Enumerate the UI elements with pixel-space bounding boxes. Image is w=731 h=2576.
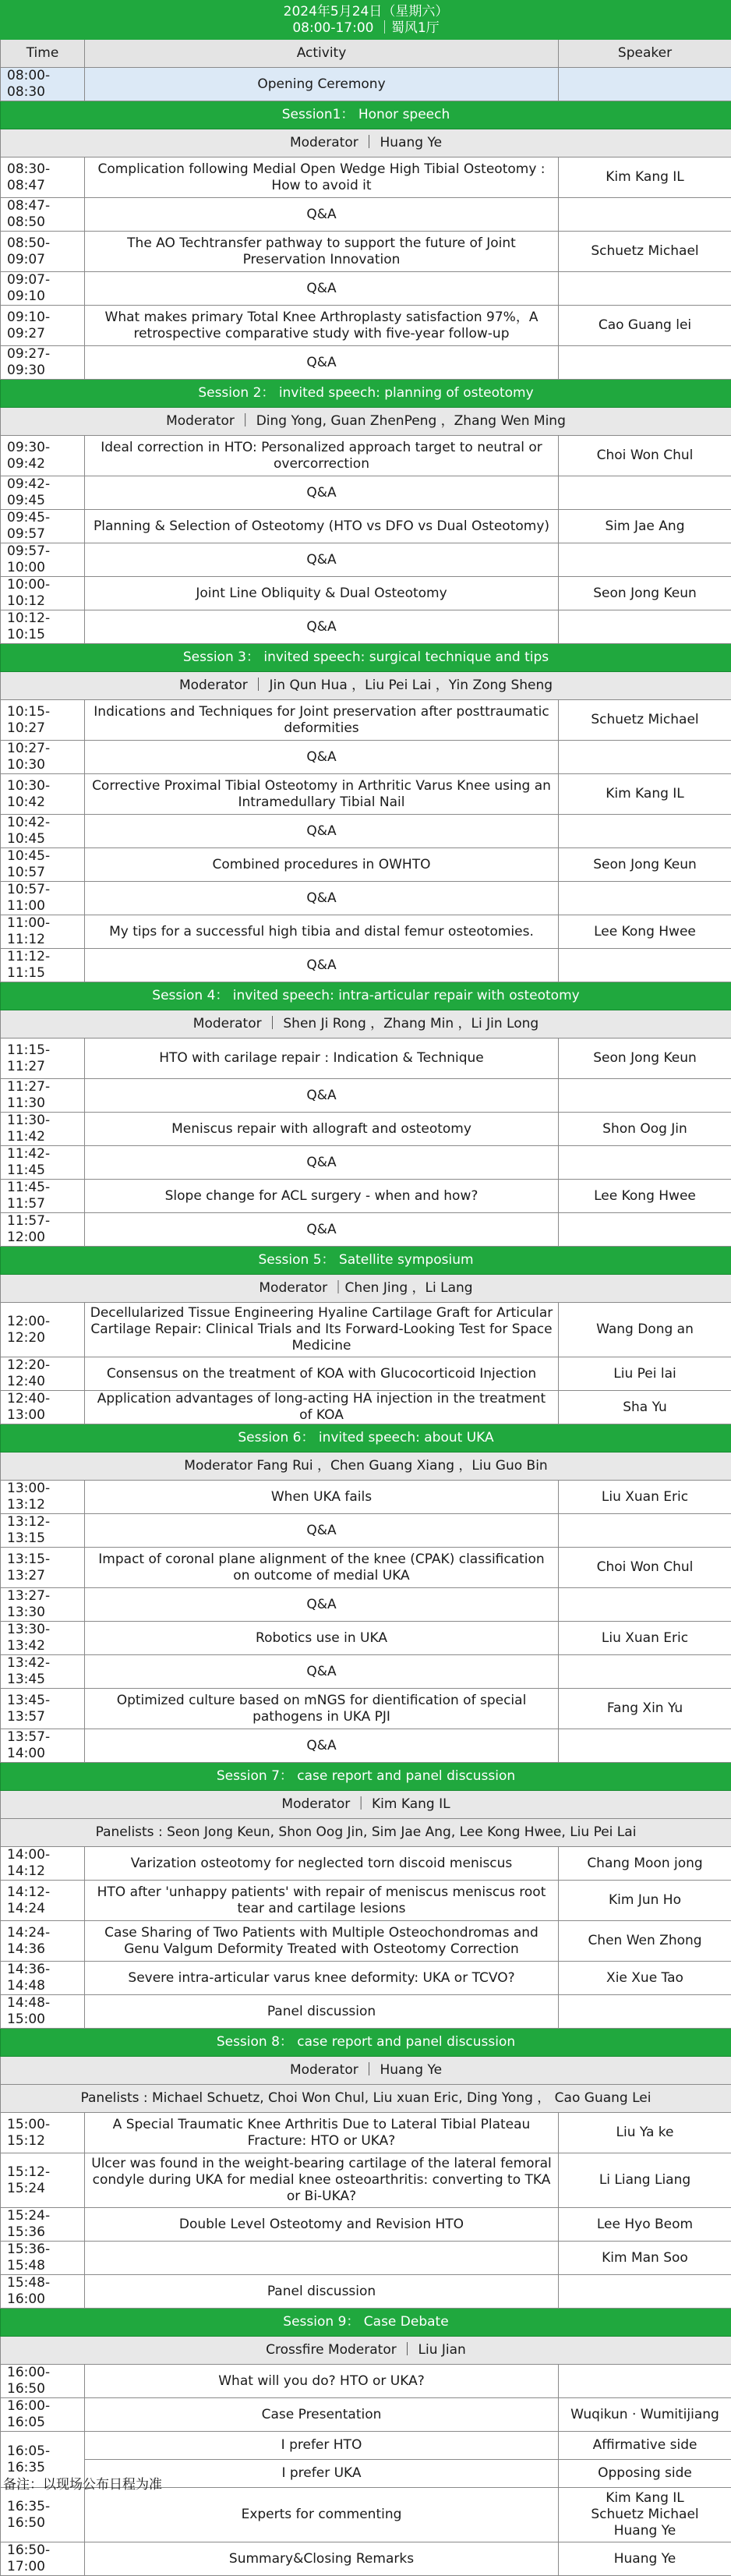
footnote: 备注：以现场公布日程为准 xyxy=(3,2473,162,2493)
activity-cell: Q&A xyxy=(85,476,559,510)
column-header-speaker: Speaker xyxy=(559,40,731,68)
activity-cell: Severe intra-articular varus knee deformity: UKA or TCVO? xyxy=(85,1962,559,1995)
moderator-row xyxy=(1,408,731,436)
moderator-text: Moderator ｜ Ding Yong, Guan ZhenPeng ，Zhang Wen Ming xyxy=(1,408,731,436)
moderator-text: Moderator ｜ Huang Ye xyxy=(1,129,731,157)
schedule-row xyxy=(1,949,731,982)
moderator-text: Moderator ｜Chen Jing ，Li Lang xyxy=(1,1275,731,1303)
time-cell: 13:57-14:00 xyxy=(1,1729,85,1763)
speaker-cell: Wang Dong an xyxy=(559,1303,731,1357)
speaker-cell: Kim Kang IL xyxy=(559,157,731,198)
activity-cell: When UKA fails xyxy=(85,1481,559,1514)
activity-cell: Double Level Osteotomy and Revision HTO xyxy=(85,2208,559,2242)
schedule-row xyxy=(1,2113,731,2153)
speaker-cell xyxy=(559,610,731,644)
time-cell: 11:12-11:15 xyxy=(1,949,85,982)
activity-cell: My tips for a successful high tibia and distal femur osteotomies. xyxy=(85,915,559,949)
speaker-cell: Choi Won Chul xyxy=(559,1548,731,1588)
speaker-cell xyxy=(559,882,731,915)
speaker-name: Schuetz Michael xyxy=(563,2507,726,2523)
schedule-row xyxy=(1,1588,731,1622)
activity-cell: Ideal correction in HTO: Personalized approach target to neutral or overcorrection xyxy=(85,436,559,476)
activity-cell: Combined procedures in OWHTO xyxy=(85,848,559,882)
speaker-cell: Kim Kang IL xyxy=(559,774,731,815)
speaker-cell: Lee Kong Hwee xyxy=(559,915,731,949)
speaker-cell: Chang Moon jong xyxy=(559,1847,731,1881)
time-cell: 12:00-12:20 xyxy=(1,1303,85,1357)
activity-cell: Corrective Proximal Tibial Osteotomy in Arthritic Varus Knee using an Intramedullary Tibial Nail xyxy=(85,774,559,815)
schedule-row xyxy=(1,198,731,232)
activity-cell: Decellularized Tissue Engineering Hyaline Cartilage Graft for Articular Cartilage Repair: Clinical Trials and Its Forward-Looking Test for Space Medicine xyxy=(85,1303,559,1357)
time-cell: 13:30-13:42 xyxy=(1,1622,85,1655)
session-title: Session1： Honor speech xyxy=(1,101,731,129)
speaker-cell xyxy=(559,1079,731,1113)
session-header-row xyxy=(1,644,731,672)
activity-cell: Q&A xyxy=(85,949,559,982)
moderator-row xyxy=(1,2057,731,2085)
schedule-row xyxy=(1,882,731,915)
speaker-name: Kim Kang IL xyxy=(563,2490,726,2507)
activity-cell: Q&A xyxy=(85,543,559,577)
moderator-text: Crossfire Moderator ｜ Liu Jian xyxy=(1,2337,731,2365)
speaker-cell xyxy=(559,1995,731,2029)
schedule-row xyxy=(1,1514,731,1548)
header-banner xyxy=(1,1,731,40)
time-cell: 11:45-11:57 xyxy=(1,1180,85,1213)
activity-cell: Q&A xyxy=(85,1079,559,1113)
schedule-row xyxy=(1,848,731,882)
time-cell: 11:42-11:45 xyxy=(1,1146,85,1180)
schedule-row xyxy=(1,1357,731,1391)
schedule-row xyxy=(1,1548,731,1588)
session-title: Session 4： invited speech: intra-articular repair with osteotomy xyxy=(1,982,731,1010)
schedule-row xyxy=(1,476,731,510)
activity-cell: A Special Traumatic Knee Arthritis Due to Lateral Tibial Plateau Fracture: HTO or UKA? xyxy=(85,2113,559,2153)
time-cell: 16:00-16:05 xyxy=(1,2398,85,2432)
schedule-row xyxy=(1,1881,731,1921)
speaker-cell: Fang Xin Yu xyxy=(559,1689,731,1729)
moderator-row xyxy=(1,672,731,700)
schedule-row xyxy=(1,915,731,949)
moderator-text: Moderator ｜ Shen Ji Rong ，Zhang Min ，Li Jin Long xyxy=(1,1010,731,1039)
speaker-cell xyxy=(559,2488,731,2542)
speaker-cell: Seon Jong Keun xyxy=(559,577,731,610)
time-cell: 13:45-13:57 xyxy=(1,1689,85,1729)
schedule-row xyxy=(1,2432,731,2460)
time-cell: 09:45-09:57 xyxy=(1,510,85,543)
activity-cell: Joint Line Obliquity & Dual Osteotomy xyxy=(85,577,559,610)
activity-cell: Q&A xyxy=(85,198,559,232)
time-cell: 16:00-16:50 xyxy=(1,2365,85,2398)
schedule-row xyxy=(1,1079,731,1113)
time-cell: 08:30-08:47 xyxy=(1,157,85,198)
schedule-row xyxy=(1,68,731,101)
time-cell: 15:12-15:24 xyxy=(1,2153,85,2208)
header-time-venue: 08:00-17:00 ｜蜀风1厅 xyxy=(5,20,726,37)
session-title: Session 3： invited speech: surgical technique and tips xyxy=(1,644,731,672)
speaker-cell xyxy=(559,68,731,101)
activity-cell: I prefer HTO xyxy=(85,2432,559,2460)
schedule-row xyxy=(1,1729,731,1763)
speaker-cell xyxy=(559,543,731,577)
moderator-row xyxy=(1,1275,731,1303)
time-cell: 09:57-10:00 xyxy=(1,543,85,577)
speaker-cell: Lee Hyo Beom xyxy=(559,2208,731,2242)
schedule-row xyxy=(1,2488,731,2542)
time-cell: 08:47-08:50 xyxy=(1,198,85,232)
speaker-cell xyxy=(559,1588,731,1622)
schedule-row xyxy=(1,577,731,610)
speaker-cell xyxy=(559,2365,731,2398)
speaker-cell: Cao Guang lei xyxy=(559,306,731,346)
panelists-row xyxy=(1,2085,731,2113)
activity-cell: Case Sharing of Two Patients with Multiple Osteochondromas and Genu Valgum Deformity Treated with Osteotomy Correction xyxy=(85,1921,559,1962)
activity-cell: Q&A xyxy=(85,1213,559,1247)
time-cell: 13:15-13:27 xyxy=(1,1548,85,1588)
session-header-row xyxy=(1,1247,731,1275)
activity-cell: Q&A xyxy=(85,815,559,848)
schedule-row xyxy=(1,1962,731,1995)
session-title: Session 8： case report and panel discussion xyxy=(1,2029,731,2057)
column-header-activity: Activity xyxy=(85,40,559,68)
schedule-row xyxy=(1,1039,731,1079)
speaker-cell: Liu Ya ke xyxy=(559,2113,731,2153)
activity-cell: Experts for commenting xyxy=(85,2488,559,2542)
time-cell: 09:10-09:27 xyxy=(1,306,85,346)
time-cell: 13:42-13:45 xyxy=(1,1655,85,1689)
activity-cell: Planning & Selection of Osteotomy (HTO vs DFO vs Dual Osteotomy) xyxy=(85,510,559,543)
speaker-cell: Shon Oog Jin xyxy=(559,1113,731,1146)
activity-cell: I prefer UKA xyxy=(85,2460,559,2488)
time-cell: 14:36-14:48 xyxy=(1,1962,85,1995)
time-cell: 09:30-09:42 xyxy=(1,436,85,476)
activity-cell: The AO Techtransfer pathway to support the future of Joint Preservation Innovation xyxy=(85,232,559,272)
time-cell: 08:00-08:30 xyxy=(1,68,85,101)
speaker-cell: Lee Kong Hwee xyxy=(559,1180,731,1213)
speaker-cell: Seon Jong Keun xyxy=(559,848,731,882)
activity-cell: Complication following Medial Open Wedge High Tibial Osteotomy : How to avoid it xyxy=(85,157,559,198)
session-title: Session 9： Case Debate xyxy=(1,2309,731,2337)
time-cell: 11:15-11:27 xyxy=(1,1039,85,1079)
time-cell: 10:00-10:12 xyxy=(1,577,85,610)
time-cell: 08:50-09:07 xyxy=(1,232,85,272)
speaker-cell: Liu Pei lai xyxy=(559,1357,731,1391)
time-cell: 09:27-09:30 xyxy=(1,346,85,380)
time-cell: 12:40-13:00 xyxy=(1,1391,85,1424)
panelists-text: Panelists : Michael Schuetz, Choi Won Chul, Liu xuan Eric, Ding Yong ， Cao Guang Lei xyxy=(1,2085,731,2113)
moderator-row xyxy=(1,129,731,157)
speaker-cell: Choi Won Chul xyxy=(559,436,731,476)
schedule-row xyxy=(1,1146,731,1180)
time-cell: 11:57-12:00 xyxy=(1,1213,85,1247)
time-cell: 14:00-14:12 xyxy=(1,1847,85,1881)
schedule-row xyxy=(1,2365,731,2398)
speaker-cell xyxy=(559,1146,731,1180)
activity-cell: Panel discussion xyxy=(85,1995,559,2029)
schedule-row xyxy=(1,2208,731,2242)
session-header-row xyxy=(1,2309,731,2337)
time-cell: 10:30-10:42 xyxy=(1,774,85,815)
activity-cell xyxy=(85,2242,559,2275)
activity-cell: What makes primary Total Knee Arthroplasty satisfaction 97%，A retrospective comparative study with five-year follow-up xyxy=(85,306,559,346)
speaker-cell xyxy=(559,1213,731,1247)
moderator-row xyxy=(1,1791,731,1819)
schedule-row xyxy=(1,1113,731,1146)
session-header-row xyxy=(1,982,731,1010)
moderator-text: Moderator ｜ Huang Ye xyxy=(1,2057,731,2085)
time-cell: 16:35-16:50 xyxy=(1,2488,85,2542)
speaker-cell xyxy=(559,1655,731,1689)
schedule-row xyxy=(1,2542,731,2576)
time-cell: 16:50-17:00 xyxy=(1,2542,85,2576)
activity-cell: Robotics use in UKA xyxy=(85,1622,559,1655)
speaker-cell xyxy=(559,272,731,306)
schedule-row xyxy=(1,543,731,577)
time-cell: 09:07-09:10 xyxy=(1,272,85,306)
schedule-row xyxy=(1,610,731,644)
speaker-cell: Xie Xue Tao xyxy=(559,1962,731,1995)
activity-cell: What will you do? HTO or UKA? xyxy=(85,2365,559,2398)
time-cell: 13:00-13:12 xyxy=(1,1481,85,1514)
activity-cell: Q&A xyxy=(85,1655,559,1689)
speaker-cell: Liu Xuan Eric xyxy=(559,1481,731,1514)
speaker-cell: Chen Wen Zhong xyxy=(559,1921,731,1962)
session-header-row xyxy=(1,2029,731,2057)
session-header-row xyxy=(1,101,731,129)
schedule-row xyxy=(1,2275,731,2309)
session-header-row xyxy=(1,1424,731,1453)
speaker-cell: Wuqikun · Wumitijiang xyxy=(559,2398,731,2432)
time-cell: 14:12-14:24 xyxy=(1,1881,85,1921)
activity-cell: Q&A xyxy=(85,1146,559,1180)
column-header-time: Time xyxy=(1,40,85,68)
speaker-cell: Kim Man Soo xyxy=(559,2242,731,2275)
activity-cell: Q&A xyxy=(85,1729,559,1763)
time-cell: 13:27-13:30 xyxy=(1,1588,85,1622)
moderator-text: Moderator ｜ Kim Kang IL xyxy=(1,1791,731,1819)
speaker-cell: Li Liang Liang xyxy=(559,2153,731,2208)
speaker-cell: Sim Jae Ang xyxy=(559,510,731,543)
speaker-cell xyxy=(559,949,731,982)
schedule-row xyxy=(1,1847,731,1881)
activity-cell: Q&A xyxy=(85,272,559,306)
speaker-cell: Sha Yu xyxy=(559,1391,731,1424)
time-cell: 11:27-11:30 xyxy=(1,1079,85,1113)
speaker-cell xyxy=(559,815,731,848)
time-cell: 15:00-15:12 xyxy=(1,2113,85,2153)
speaker-cell: Schuetz Michael xyxy=(559,232,731,272)
activity-cell: Case Presentation xyxy=(85,2398,559,2432)
activity-cell: Opening Ceremony xyxy=(85,68,559,101)
moderator-row xyxy=(1,2337,731,2365)
activity-cell: Varization osteotomy for neglected torn discoid meniscus xyxy=(85,1847,559,1881)
schedule-row xyxy=(1,1391,731,1424)
schedule-row xyxy=(1,1921,731,1962)
speaker-cell xyxy=(559,346,731,380)
speaker-cell: Schuetz Michael xyxy=(559,700,731,741)
schedule-row xyxy=(1,232,731,272)
schedule-row xyxy=(1,436,731,476)
schedule-row xyxy=(1,700,731,741)
speaker-cell: Opposing side xyxy=(559,2460,731,2488)
schedule-row xyxy=(1,1622,731,1655)
activity-cell: Q&A xyxy=(85,882,559,915)
schedule-row xyxy=(1,2153,731,2208)
panelists-row xyxy=(1,1819,731,1847)
activity-cell: Impact of coronal plane alignment of the knee (CPAK) classification on outcome of medial UKA xyxy=(85,1548,559,1588)
time-cell: 16:05-16:35 xyxy=(1,2432,85,2488)
speaker-cell xyxy=(559,1729,731,1763)
time-cell: 14:24-14:36 xyxy=(1,1921,85,1962)
session-title: Session 7： case report and panel discussion xyxy=(1,1763,731,1791)
schedule-row xyxy=(1,774,731,815)
speaker-cell xyxy=(559,476,731,510)
session-header-row xyxy=(1,380,731,408)
schedule-row xyxy=(1,1689,731,1729)
time-cell: 13:12-13:15 xyxy=(1,1514,85,1548)
moderator-row xyxy=(1,1453,731,1481)
schedule-row xyxy=(1,306,731,346)
time-cell: 10:15-10:27 xyxy=(1,700,85,741)
schedule-row xyxy=(1,1180,731,1213)
time-cell: 11:00-11:12 xyxy=(1,915,85,949)
schedule-row xyxy=(1,815,731,848)
time-cell: 10:57-11:00 xyxy=(1,882,85,915)
time-cell: 09:42-09:45 xyxy=(1,476,85,510)
moderator-text: Moderator ｜ Jin Qun Hua ，Liu Pei Lai ，Yin Zong Sheng xyxy=(1,672,731,700)
activity-cell: Consensus on the treatment of KOA with Glucocorticoid Injection xyxy=(85,1357,559,1391)
time-cell: 12:20-12:40 xyxy=(1,1357,85,1391)
session-title: Session 2： invited speech: planning of osteotomy xyxy=(1,380,731,408)
schedule-row xyxy=(1,157,731,198)
speaker-cell xyxy=(559,198,731,232)
time-cell: 15:36-15:48 xyxy=(1,2242,85,2275)
activity-cell: Slope change for ACL surgery - when and how? xyxy=(85,1180,559,1213)
activity-cell: Q&A xyxy=(85,1514,559,1548)
schedule-row xyxy=(1,510,731,543)
schedule-row xyxy=(1,1303,731,1357)
moderator-text: Moderator Fang Rui ，Chen Guang Xiang ，Liu Guo Bin xyxy=(1,1453,731,1481)
speaker-cell: Kim Jun Ho xyxy=(559,1881,731,1921)
schedule-row xyxy=(1,2242,731,2275)
session-header-row xyxy=(1,1763,731,1791)
time-cell: 15:48-16:00 xyxy=(1,2275,85,2309)
speaker-cell: Huang Ye xyxy=(559,2542,731,2576)
activity-cell: Meniscus repair with allograft and osteotomy xyxy=(85,1113,559,1146)
time-cell: 10:45-10:57 xyxy=(1,848,85,882)
activity-cell: Indications and Techniques for Joint preservation after posttraumatic deformities xyxy=(85,700,559,741)
time-cell: 15:24-15:36 xyxy=(1,2208,85,2242)
speaker-name: Huang Ye xyxy=(563,2523,726,2539)
panelists-text: Panelists : Seon Jong Keun, Shon Oog Jin, Sim Jae Ang, Lee Kong Hwee, Liu Pei Lai xyxy=(1,1819,731,1847)
activity-cell: Q&A xyxy=(85,741,559,774)
activity-cell: Optimized culture based on mNGS for dientification of special pathogens in UKA PJI xyxy=(85,1689,559,1729)
activity-cell: HTO after 'unhappy patients' with repair of meniscus meniscus root tear and cartilage lesions xyxy=(85,1881,559,1921)
time-cell: 11:30-11:42 xyxy=(1,1113,85,1146)
session-title: Session 5： Satellite symposium xyxy=(1,1247,731,1275)
speaker-cell xyxy=(559,2275,731,2309)
time-cell: 14:48-15:00 xyxy=(1,1995,85,2029)
schedule-row xyxy=(1,272,731,306)
activity-cell: Q&A xyxy=(85,610,559,644)
activity-cell: Summary&Closing Remarks xyxy=(85,2542,559,2576)
activity-cell: HTO with carilage repair : Indication & Technique xyxy=(85,1039,559,1079)
time-cell: 10:42-10:45 xyxy=(1,815,85,848)
speaker-cell xyxy=(559,1514,731,1548)
header-date: 2024年5月24日（星期六） xyxy=(5,4,726,20)
schedule-row xyxy=(1,741,731,774)
schedule-row xyxy=(1,1655,731,1689)
speaker-cell xyxy=(559,741,731,774)
time-cell: 10:27-10:30 xyxy=(1,741,85,774)
session-title: Session 6： invited speech: about UKA xyxy=(1,1424,731,1453)
moderator-row xyxy=(1,1010,731,1039)
speaker-cell: Liu Xuan Eric xyxy=(559,1622,731,1655)
column-header-row xyxy=(1,40,731,68)
activity-cell: Application advantages of long-acting HA injection in the treatment of KOA xyxy=(85,1391,559,1424)
activity-cell: Q&A xyxy=(85,1588,559,1622)
time-cell: 10:12-10:15 xyxy=(1,610,85,644)
schedule-row xyxy=(1,1481,731,1514)
activity-cell: Panel discussion xyxy=(85,2275,559,2309)
schedule-row xyxy=(1,1213,731,1247)
speaker-cell: Affirmative side xyxy=(559,2432,731,2460)
schedule-row xyxy=(1,2398,731,2432)
activity-cell: Q&A xyxy=(85,346,559,380)
speaker-cell: Seon Jong Keun xyxy=(559,1039,731,1079)
schedule-row xyxy=(1,346,731,380)
activity-cell: Ulcer was found in the weight-bearing cartilage of the lateral femoral condyle during UKA for medial knee osteoarthritis: converting to TKA or Bi-UKA? xyxy=(85,2153,559,2208)
schedule-row xyxy=(1,1995,731,2029)
